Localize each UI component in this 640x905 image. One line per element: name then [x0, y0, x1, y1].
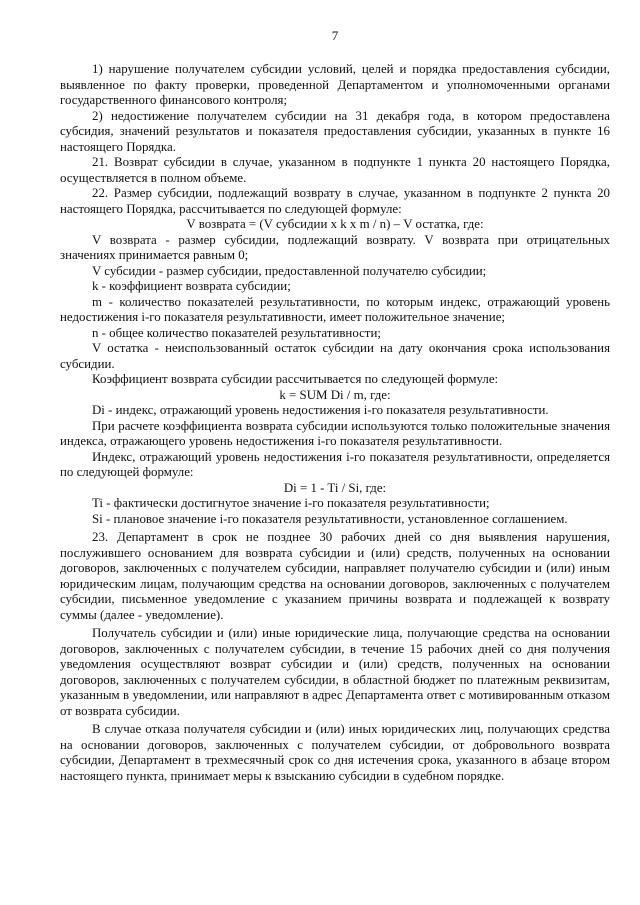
definition-ti: Ti - фактически достигнутое значение i-го показателя результативности;	[92, 496, 490, 510]
paragraph-k-intro: Коэффициент возврата субсидии рассчитывается по следующей формуле:	[92, 372, 499, 386]
definition-di: Di - индекс, отражающий уровень недостижения i-го показателя результативности.	[92, 403, 549, 417]
paragraph-di-intro: Индекс, отражающий уровень недостижения i-го показателя результативности, определяется по следующей формуле:	[60, 449, 610, 479]
definition-n: n - общее количество показателей результативности;	[92, 325, 381, 340]
page-number: 7	[331, 28, 339, 43]
definition-v-subsidy: V субсидии - размер субсидии, предоставленной получателю субсидии;	[92, 263, 487, 278]
paragraph-positive-values: При расчете коэффициента возврата субсидии используются только положительные значения индекса, отражающего уровень недостижения i-го показателя результативности.	[60, 418, 610, 448]
paragraph-21: 21. Возврат субсидии в случае, указанном в подпункте 1 пункта 20 настоящего Порядка, осуществляется в полном объеме.	[60, 155, 610, 185]
paragraph-22: 22. Размер субсидии, подлежащий возврату в случае, указанном в подпункте 2 пункта 20 настоящего Порядка, рассчитывается по следующей формуле:	[60, 186, 610, 216]
formula-di: Di = 1 - Ti / Si, где:	[283, 480, 387, 495]
paragraph-refusal: В случае отказа получателя субсидии и (или) иных юридических лиц, получающих средства на основании договоров, заключенных с получателем субсидии, от добровольного возврата субсидии, Департамент в трехмесячный срок со дня истечения срока, указанного в абзаце втором настоящего пункта, принимает меры к взысканию субсидии в судебном порядке.	[60, 722, 610, 783]
definition-v-remainder: V остатка - неиспользованный остаток субсидии на дату окончания срока использования субсидии.	[60, 341, 610, 371]
paragraph-recipient-return: Получатель субсидии и (или) иные юридические лица, получающие средства на основании договоров, заключенных с получателем субсидии, в течение 15 рабочих дней со дня получения уведомления осуществляют возврат субсидии и (или) средств, полученных на основании договоров, заключенных с получателем субсидии, в областной бюджет по платежным реквизитам, указанным в уведомлении, или направляют в адрес Департамента ответ с мотивированным отказом от возврата субсидии.	[60, 626, 610, 718]
formula-v-return: V возврата = (V субсидии x k x m / n) – V остатка, где:	[186, 217, 484, 231]
definition-k: k - коэффициент возврата субсидии;	[92, 279, 291, 293]
definition-v-return: V возврата - размер субсидии, подлежащий возврату. V возврата при отрицательных значениях принимается равным 0;	[60, 232, 610, 262]
paragraph-sub1: 1) нарушение получателем субсидии условий, целей и порядка предоставления субсидии, выявленное по факту проверки, проведенной Департаментом и уполномоченными органами государственного финансового контроля;	[60, 62, 610, 107]
paragraph-sub2: 2) недостижение получателем субсидии на 31 декабря года, в котором предоставлена субсидия, значений результатов и показателя предоставления субсидии, указанных в пункте 16 настоящего Порядка.	[60, 108, 610, 154]
formula-k: k = SUM Di / m, где:	[279, 387, 391, 402]
definition-m: m - количество показателей результативности, по которым индекс, отражающий уровень недостижения i-го показателя результативности, имеет положительное значение;	[60, 294, 610, 324]
document-body	[60, 62, 610, 784]
definition-si: Si - плановое значение i-го показателя результативности, установленное соглашением.	[92, 511, 568, 526]
paragraph-23: 23. Департамент в срок не позднее 30 рабочих дней со дня выявления нарушения, послужившего основанием для возврата субсидии и (или) средств, полученных на основании договоров, заключенных с получателем субсидии, направляет получателю субсидии и (или) иным юридическим лицам, получающим средства на основании договоров, заключенных с получателем субсидии, письменное уведомление с указанием причины возврата и подлежащей к возврату суммы (далее - уведомление).	[60, 530, 610, 622]
